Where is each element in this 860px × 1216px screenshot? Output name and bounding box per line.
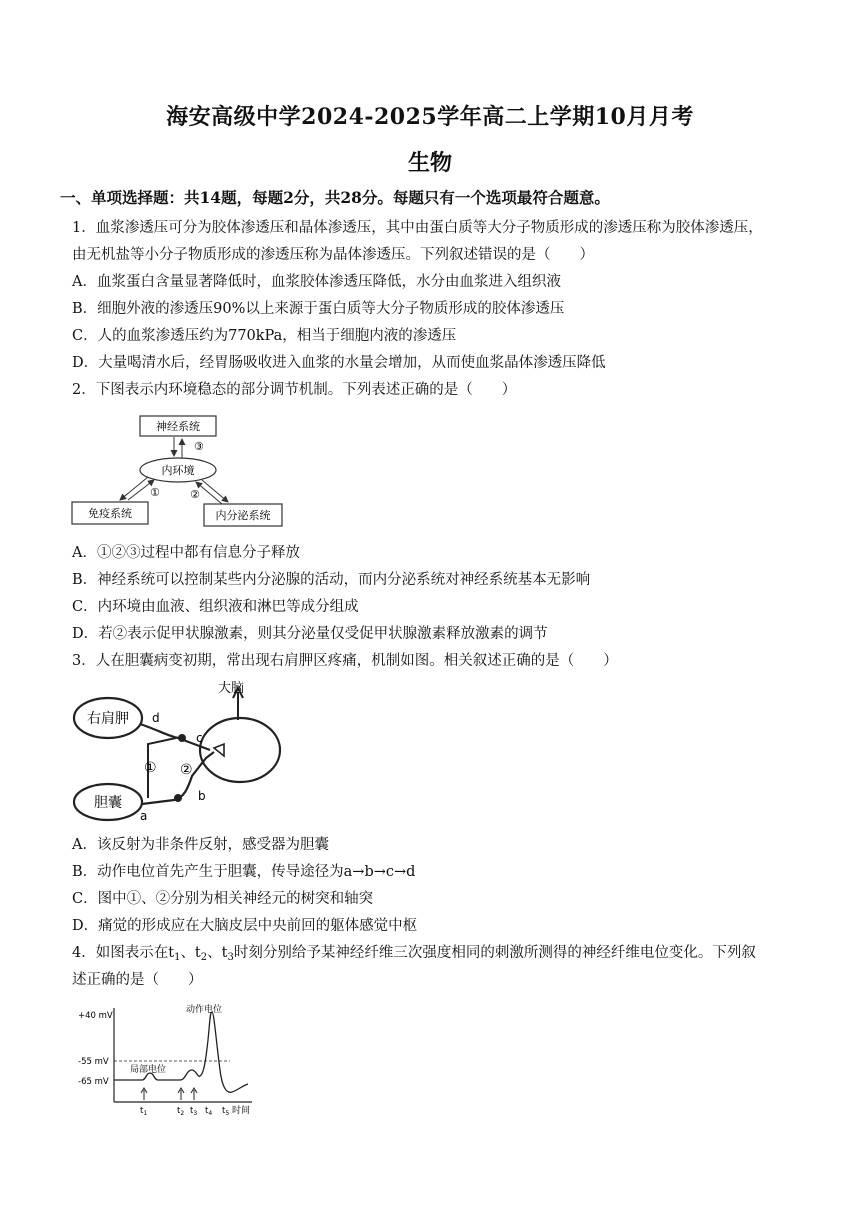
q1-option-d: D．大量喝清水后，经胃肠吸收进入血浆的水量会增加，从而使血浆晶体渗透压降低 (72, 355, 606, 371)
q4-stem-line1: 4．如图表示在$t_1$、$t_2$、$t_3$时刻分别给予某神经纤维三次强度相同的刺激所测得的神经纤维电位变化。下列叙 (72, 945, 756, 963)
t5-label: $t_5$ (222, 1106, 230, 1117)
q2-option-d: D．若②表示促甲状腺激素，则其分泌量仅受促甲状腺激素释放激素的调节 (72, 626, 548, 642)
marker-1: ① (150, 486, 160, 499)
q1-stem-line2: 由无机盐等小分子物质形成的渗透压称为晶体渗透压。下列叙述错误的是（ ） (72, 247, 594, 263)
arrow-to-immune (120, 477, 148, 500)
marker-2: ② (180, 762, 193, 778)
label-b: b (198, 789, 206, 803)
neuron-b-body (174, 794, 182, 802)
marker-2: ② (190, 488, 200, 501)
exam-title: 海安高级中学2024-2025学年高二上学期10月月考 (166, 104, 694, 130)
endocrine-system-label: 内分泌系统 (215, 509, 271, 522)
q1-option-a: A．血浆蛋白含量显著降低时，血浆胶体渗透压降低，水分由血浆进入组织液 (72, 274, 561, 290)
q4-figure (76, 1000, 276, 1122)
q2-figure (68, 410, 288, 534)
immune-system-label: 免疫系统 (88, 507, 132, 520)
section-heading: 一、单项选择题：共14题，每题2分，共28分。每题只有一个选项最符合题意。 (60, 188, 610, 207)
spinal-cord-circle (200, 718, 280, 782)
q2-option-a: A．①②③过程中都有信息分子释放 (72, 545, 300, 561)
neuron-d-body (178, 734, 186, 742)
marker-1: ① (144, 760, 157, 776)
q1-option-c: C．人的血浆渗透压约为770kPa，相当于细胞内液的渗透压 (72, 328, 457, 344)
label-d: d (152, 711, 160, 725)
potential-trace (114, 1012, 248, 1092)
t4-label: $t_4$ (205, 1106, 213, 1117)
y-label-top: +40 mV (78, 1011, 113, 1021)
q3-stem: 3．人在胆囊病变初期，常出现右肩胛区疼痛，机制如图。相关叙述正确的是（ ） (72, 653, 618, 669)
q4-stem-line2: 述正确的是（ ） (72, 972, 203, 988)
action-potential-label: 动作电位 (186, 1005, 223, 1015)
t2-label: $t_2$ (177, 1106, 185, 1117)
shoulder-label: 右肩胛 (87, 711, 129, 727)
stimulus-arrows (141, 1088, 197, 1100)
q2-option-b: B．神经系统可以控制某些内分泌腺的活动，而内分泌系统对神经系统基本无影响 (72, 572, 591, 588)
label-a: a (140, 809, 148, 823)
local-potential-label: 局部电位 (130, 1065, 167, 1075)
subject-heading: 生物 (407, 150, 452, 176)
q1-option-b: B．细胞外液的渗透压90%以上来源于蛋白质等大分子物质形成的胶体渗透压 (72, 301, 565, 317)
label-c: c (196, 731, 203, 745)
q3-figure (68, 678, 298, 827)
t3-label: $t_3$ (190, 1106, 198, 1117)
marker-3: ③ (194, 440, 204, 453)
internal-environment-label: 内环境 (161, 464, 195, 477)
q3-option-d: D．痛觉的形成应在大脑皮层中央前回的躯体感觉中枢 (72, 918, 418, 934)
q3-option-a: A．该反射为非条件反射，感受器为胆囊 (72, 837, 329, 853)
q2-stem: 2．下图表示内环境稳态的部分调节机制。下列表述正确的是（ ） (72, 382, 517, 398)
nervous-system-label: 神经系统 (156, 420, 200, 433)
q3-option-b: B．动作电位首先产生于胆囊，传导途径为a→b→c→d (72, 864, 416, 880)
q3-option-c: C．图中①、②分别为相关神经元的树突和轴突 (72, 891, 374, 907)
time-axis-label: 时间 (232, 1106, 251, 1116)
gallbladder-label: 胆囊 (94, 795, 122, 811)
t1-label: $t_1$ (140, 1106, 148, 1117)
q2-option-c: C．内环境由血液、组织液和淋巴等成分组成 (72, 599, 359, 615)
brain-label: 大脑 (218, 681, 245, 696)
q1-stem-line1: 1．血浆渗透压可分为胶体渗透压和晶体渗透压，其中由蛋白质等大分子物质形成的渗透压称为胶体渗透压， (72, 220, 763, 236)
y-label-mid: -55 mV (78, 1057, 109, 1067)
y-label-low: -65 mV (78, 1077, 109, 1087)
